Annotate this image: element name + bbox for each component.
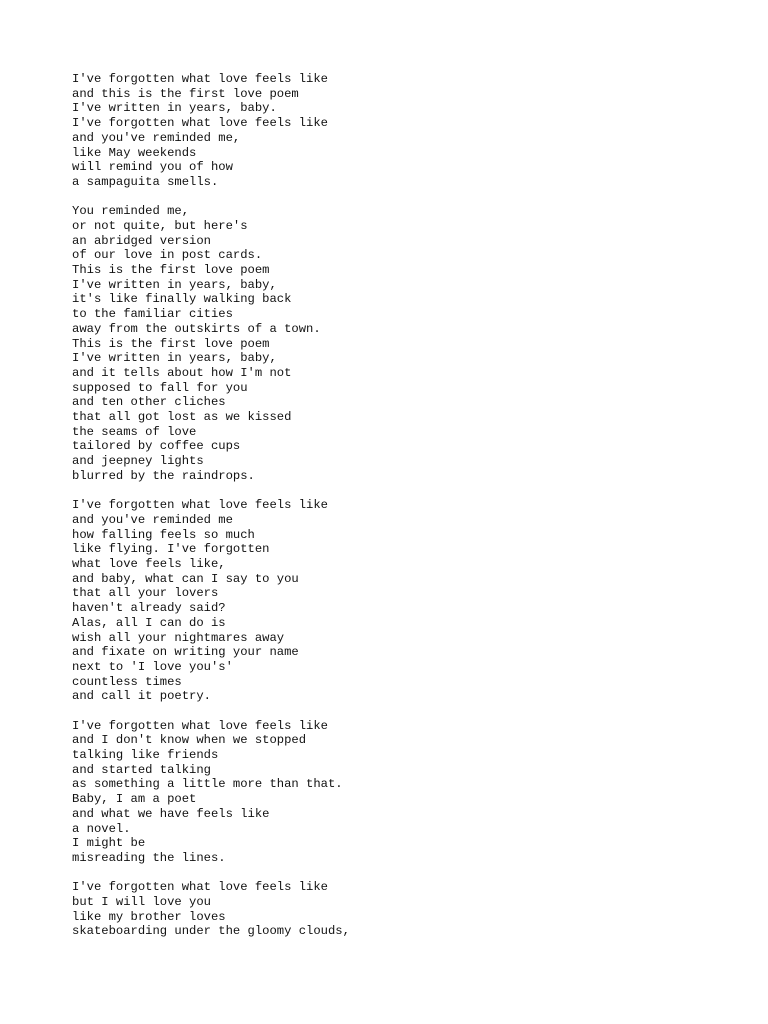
poem-line: or not quite, but here's [72,218,248,233]
poem-line: This is the first love poem [72,263,270,278]
poem-line: how falling feels so much [72,527,255,542]
poem-line: I've written in years, baby, [72,277,277,292]
poem-line: and I don't know when we stopped [72,733,307,748]
poem-line: and started talking [72,762,211,777]
poem-line: next to 'I love you's' [72,659,233,674]
poem-stanza [72,72,712,190]
poem-line: misreading the lines. [72,850,226,865]
poem-line: that all got lost as we kissed [72,410,292,425]
poem-line: an abridged version [72,233,211,248]
poem-line: I might be [72,836,146,851]
poem-line: like flying. I've forgotten [72,542,270,557]
poem-line: You reminded me, [72,204,190,219]
poem-line: countless times [72,674,182,689]
poem-line: and call it poetry. [72,689,211,704]
poem-stanza [72,498,712,704]
poem-line: it's like finally walking back [72,292,292,307]
poem-line: but I will love you [72,894,211,909]
poem-line: I've forgotten what love feels like [72,880,328,895]
poem-line: the seams of love [72,424,197,439]
poem-line: to the familiar cities [72,307,233,322]
poem-line: I've forgotten what love feels like [72,718,328,733]
poem-line: as something a little more than that. [72,777,343,792]
poem-line: like May weekends [72,145,197,160]
poem-line: away from the outskirts of a town. [72,321,321,336]
poem-line: will remind you of how [72,160,233,175]
poem-line: I've forgotten what love feels like [72,116,328,131]
poem-line: I've forgotten what love feels like [72,498,328,513]
poem-stanza [72,880,712,939]
poem-line: wish all your nightmares away [72,630,285,645]
poem-line: and you've reminded me [72,512,233,527]
poem-line: like my brother loves [72,909,226,924]
poem-stanza [72,204,712,483]
poem-line: and this is the first love poem [72,86,299,101]
poem-line: and jeepney lights [72,454,204,469]
poem-line: This is the first love poem [72,336,270,351]
poem-line: supposed to fall for you [72,380,248,395]
poem-line: a sampaguita smells. [72,174,219,189]
poem-line: I've forgotten what love feels like [72,72,328,86]
poem-line: and what we have feels like [72,806,270,821]
poem-line: haven't already said? [72,601,226,616]
poem-line: talking like friends [72,748,219,763]
poem-line: and you've reminded me, [72,130,241,145]
poem-line: that all your lovers [72,586,219,601]
poem-page [72,72,712,954]
poem-line: a novel. [72,821,131,836]
poem-line: and it tells about how I'm not [72,365,292,380]
poem-line: what love feels like, [72,556,226,571]
poem-line: of our love in post cards. [72,248,263,263]
poem-line: skateboarding under the gloomy clouds, [72,924,350,939]
poem-line: I've written in years, baby, [72,351,277,366]
poem-line: Baby, I am a poet [72,792,197,807]
poem-line: blurred by the raindrops. [72,468,255,483]
poem-line: I've written in years, baby. [72,101,277,116]
poem-line: tailored by coffee cups [72,439,241,454]
poem-stanza [72,719,712,866]
poem-line: and ten other cliches [72,395,226,410]
poem-line: and baby, what can I say to you [72,571,299,586]
poem-line: and fixate on writing your name [72,645,299,660]
poem-line: Alas, all I can do is [72,615,226,630]
